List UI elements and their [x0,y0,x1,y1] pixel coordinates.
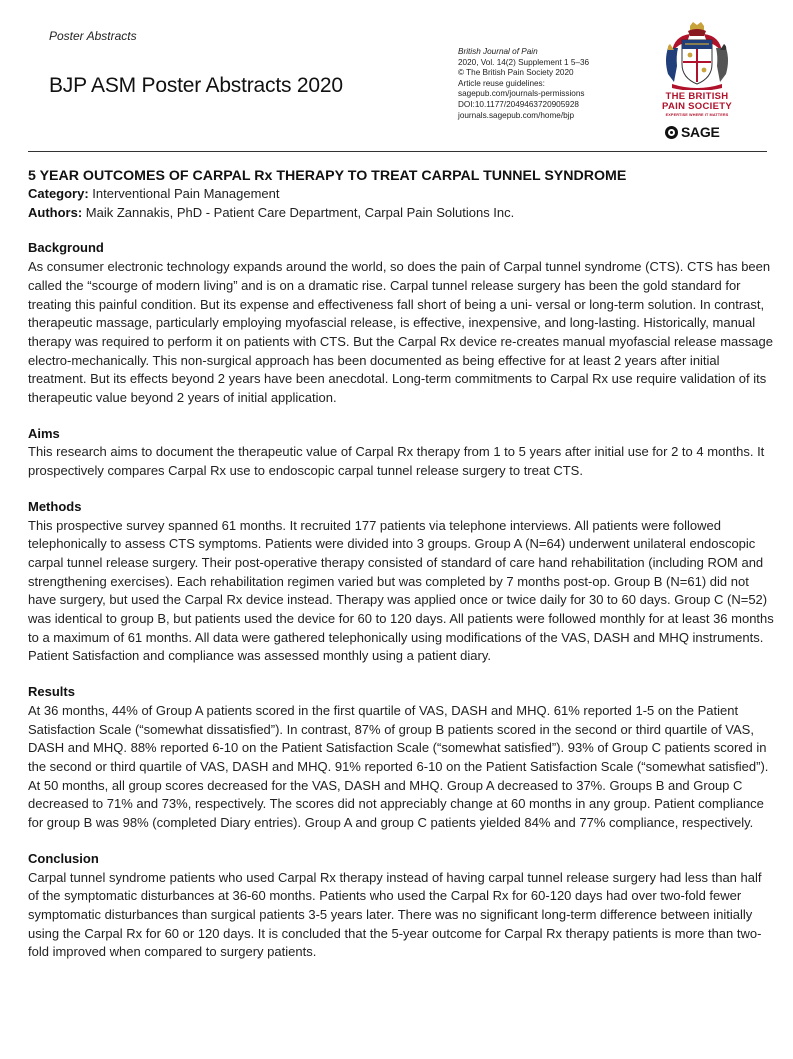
meta-volume: 2020, Vol. 14(2) Supplement 1 5–36 [458,57,590,67]
section-methods [28,498,774,666]
section-aims [28,425,774,481]
meta-copyright: © The British Pain Society 2020 [458,68,574,78]
section-background [28,239,774,407]
section-results [28,683,774,833]
section-heading: Aims [28,425,60,441]
header-divider [28,151,767,152]
society-name-line1: THE BRITISH [665,91,729,102]
society-name-line2: PAIN SOCIETY [662,101,732,112]
section-body: Carpal tunnel syndrome patients who used Carpal Rx therapy instead of having carpal tunnel release surgery had less than half of the symptomatic disturbances at 36-60 months. Patients who used the Carpal Rx for 60-120 days had over two-fold fewer symptomatic disturbances than surgical patients 3-5 years later. There was no significant long-term difference between initially using the Carpal Rx for 60 or 120 days. It is concluded that the 5-year outcome for Carpal Rx therapy patients is more than two-fold improved when compared to surgery patients. [28,869,762,960]
section-heading: Methods [28,498,82,514]
abstract [28,167,774,962]
meta-doi[interactable]: DOI:10.1177/2049463720905928 [458,99,579,109]
meta-journal-link[interactable]: journals.sagepub.com/home/bjp [458,110,575,120]
section-conclusion [28,850,774,962]
meta-journal-name: British Journal of Pain [458,47,538,56]
journal-metadata [458,47,589,121]
category-line [28,185,774,204]
meta-permissions-link[interactable]: sagepub.com/journals-permissions [458,89,585,99]
running-head: Poster Abstracts [49,29,137,43]
crest-icon [660,22,734,90]
meta-reuse-label: Article reuse guidelines: [458,78,545,88]
section-body: At 36 months, 44% of Group A patients scored in the first quartile of VAS, DASH and MHQ. 61% reported 1-5 on the Patient Satisfaction Scale (“somewhat dissatisfied”). In contrast, 87% of group B patients scored in the second or third quartile of VAS, DASH and MHQ. 88% reported 6-10 on the Patient Satisfaction Scale (“somewhat satisfied”). 93% of Group C patients scored in the second or third quartile of VAS, DASH and MHQ. 91% reported 6-10 on the Patient Satisfaction Scale (“somewhat satisfied”). At 50 months, all group scores decreased for the VAS, DASH and MHQ. Group A decreased to 37%. Groups B and Group C decreased to 71% and 73%, respectively. The scores did not appreciably change at 60 months in any group. Patient compliance for group B was 98% (completed Diary entries). Group A and group C patients yielded 84% and 77% compliance, respectively. [28,702,769,831]
article-title: 5 YEAR OUTCOMES OF CARPAL Rx THERAPY TO TREAT CARPAL TUNNEL SYNDROME [28,168,627,184]
section-body: This prospective survey spanned 61 months. It recruited 177 patients via telephone interviews. All patients were followed telephonically to assess CTS symptoms. Patients were divided into 3 groups. Group A (N=64) underwent unilateral endoscopic carpal tunnel release surgery. Their post-operative therapy consisted of standard of care hand rehabilitation (including ROM and strengthening exercises). Each rehabilitation regimen varied but was completed by 7 months post-op. Group B (N=61) did not have surgery, but used the Carpal Rx device instead. Therapy was applied once or twice daily for 30 to 60 days. Group C (N=52) was identical to group B, but patients used the device for 60 to 120 days. All patients were followed monthly for at least 36 months to a maximum of 61 months. All data were gathered telephonically using modifications of the VAS, DASH and MHQ instruments. Patient Satisfaction and compliance was assessed monthly using a patient diary. [28,517,774,664]
section-heading: Results [28,684,75,700]
category-label: Category: [28,186,89,201]
authors-value: Maik Zannakis, PhD - Patient Care Department, Carpal Pain Solutions Inc. [82,204,515,220]
journal-title: BJP ASM Poster Abstracts 2020 [49,74,343,97]
society-name [655,92,739,112]
authors-label: Authors: [28,204,83,220]
society-logo [655,22,739,144]
section-body: As consumer electronic technology expands around the world, so does the pain of Carpal tunnel syndrome (CTS). CTS has been called the “scourge of modern living” and is on a dramatic rise. Carpal tunnel release surgery has been the gold standard for treating this painful condition. But its expense and effectiveness fall short of being a uni- versal or long-term solution. In contrast, therapeutic massage, particularly employing myofascial release, is effective, inexpensive, and long-lasting. Historically, manual therapy was required to perform it on patients with CTS. But the Carpal Rx device re-creates manual myofascial release massage electro-mechanically. This non-surgical approach has been documented as being effective for at least 2 years after initial treatment. But its effects beyond 2 years have been anecdotal. Long-term commitments to Carpal Rx use require validation of its therapeutic value beyond 2 years of initial application. [28,259,773,406]
section-heading: Conclusion [28,850,99,866]
section-heading: Background [28,240,104,256]
authors-line [28,204,774,223]
category-value: Interventional Pain Management [88,186,280,201]
society-tagline: EXPERTISE WHERE IT MATTERS [665,113,729,117]
section-body: This research aims to document the therapeutic value of Carpal Rx therapy from 1 to 5 years after initial use for 2 to 4 months. It prospectively compares Carpal Rx use to endoscopic carpal tunnel release surgery to treat CTS. [28,444,765,479]
publisher-name: SAGE [681,124,720,140]
publisher-logo [665,123,719,141]
sage-icon [665,126,678,139]
